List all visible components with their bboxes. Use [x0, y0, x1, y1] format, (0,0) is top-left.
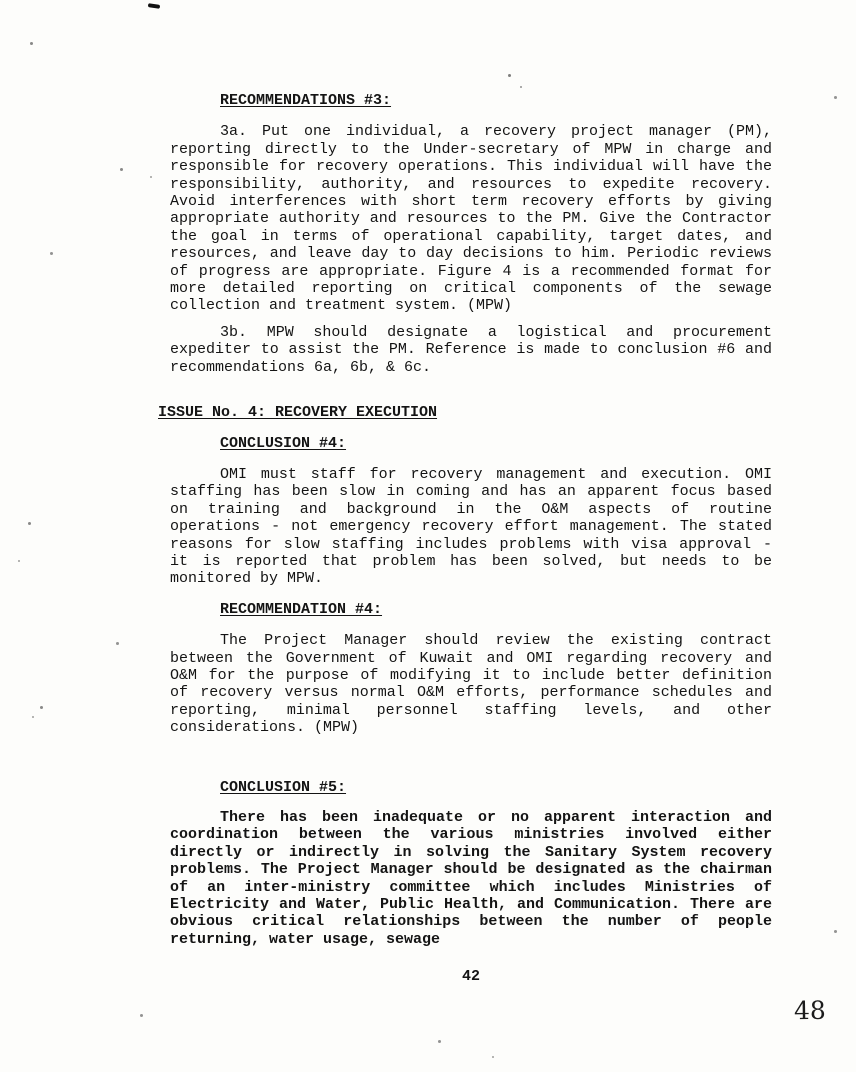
recommendation-4-heading: RECOMMENDATION #4:: [220, 600, 383, 618]
scan-speck: [150, 176, 152, 178]
scan-mark: [148, 3, 160, 9]
scan-speck: [520, 86, 522, 88]
scan-speck: [438, 1040, 441, 1043]
scan-speck: [18, 560, 20, 562]
scan-speck: [28, 522, 31, 525]
conclusion-4-heading: CONCLUSION #4:: [220, 434, 347, 452]
conclusion-5-paragraph: There has been inadequate or no apparent interaction and coordination between the various ministries involved either directly or indirectly in solving the Sanitary System recovery problems. The Project Manager should be designated as the chairman of an inter-ministry committee which includes Ministries of Electricity and Water, Public Health, and Communication. There are obvious critical relationships between the number of people returning, water usage, sewage: [170, 809, 772, 948]
paragraph-3b: 3b. MPW should designate a logistical and procurement expediter to assist the PM. Reference is made to conclusion #6 and recommendations 6a, 6b, & 6c.: [170, 323, 772, 376]
scan-speck: [834, 96, 837, 99]
scan-speck: [40, 706, 43, 709]
scan-speck: [508, 74, 511, 77]
scan-speck: [834, 930, 837, 933]
paragraph-3a: 3a. Put one individual, a recovery project manager (PM), reporting directly to the Under-secretary of MPW in charge and responsible for recovery operations. This individual will have the responsibility, authority, and resources to expedite recovery. Avoid interferences with short term recovery efforts by giving appropriate authority and resources to the PM. Give the Contractor the goal in terms of operational capability, target dates, and resources, and leave day to day decisions to him. Periodic reviews of progress are appropriate. Figure 4 is a recommended format for more detailed reporting on critical components of the sewage collection and treatment system. (MPW): [170, 123, 772, 315]
conclusion-4-paragraph: OMI must staff for recovery management and execution. OMI staffing has been slow in coming and has an apparent focus based on training and background in the O&M aspects of routine operations - not emergency recovery effort management. The stated reasons for slow staffing includes problems with visa approval - it is reported that problem has been solved, but needs to be monitored by MPW.: [170, 465, 772, 588]
scan-speck: [116, 642, 119, 645]
scan-speck: [492, 1056, 494, 1058]
scan-speck: [30, 42, 33, 45]
scan-speck: [140, 1014, 143, 1017]
scan-speck: [120, 168, 123, 171]
recommendation-4-paragraph: The Project Manager should review the existing contract between the Government of Kuwait and OMI regarding recovery and O&M for the purpose of modifying it to include better definition of recovery versus normal O&M efforts, performance schedules and reporting, minimal personnel staffing levels, and other considerations. (MPW): [170, 632, 772, 737]
conclusion-5-heading: CONCLUSION #5:: [220, 778, 347, 796]
recommendations-3-heading: RECOMMENDATIONS #3:: [220, 92, 392, 109]
scan-speck: [32, 716, 34, 718]
scan-speck: [50, 252, 53, 255]
document-body: [158, 92, 772, 948]
handwritten-page-number: 48: [793, 995, 827, 1026]
page-number: 42: [461, 968, 480, 985]
issue-4-heading: ISSUE No. 4: RECOVERY EXECUTION: [158, 404, 438, 422]
